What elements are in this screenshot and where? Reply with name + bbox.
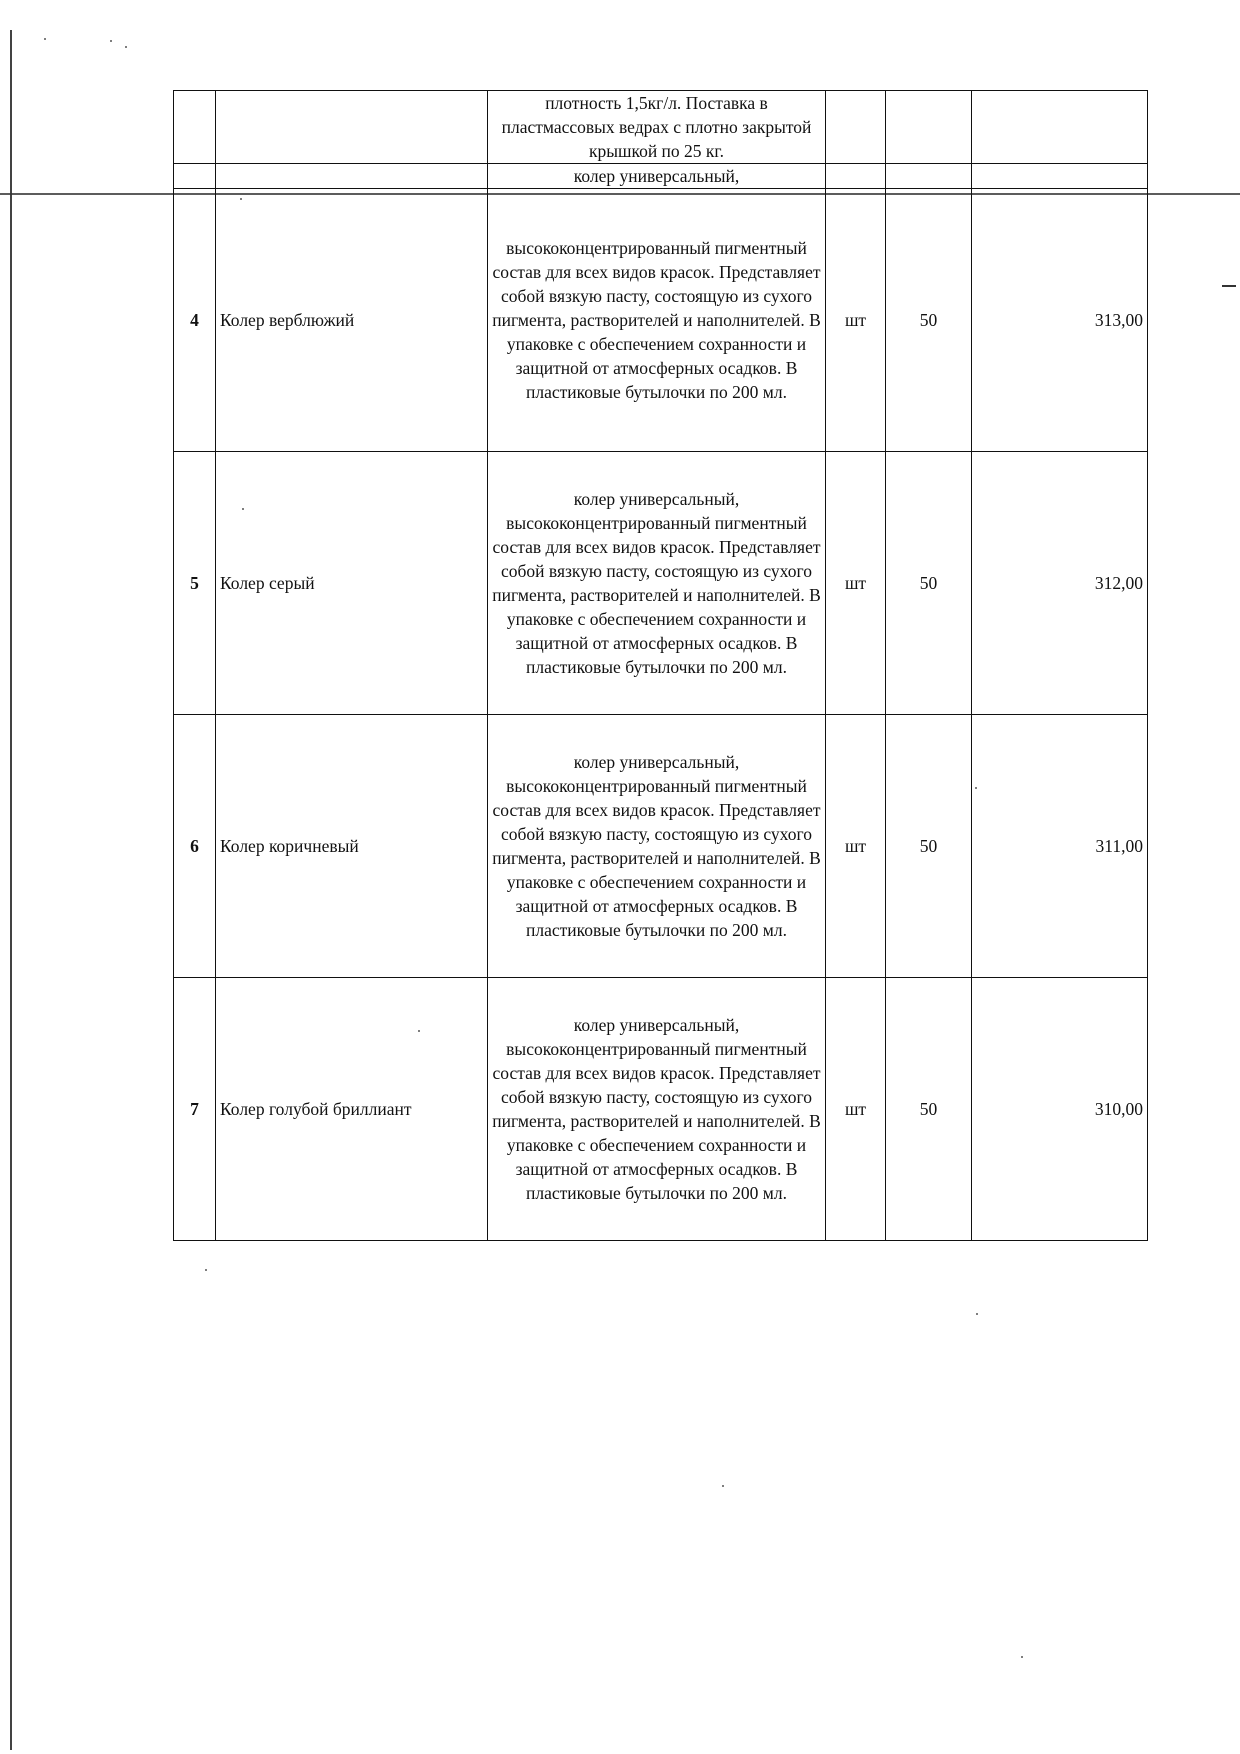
price-cell: 313,00	[972, 189, 1148, 452]
scan-speck	[722, 1485, 724, 1487]
name-cell	[216, 91, 488, 164]
unit-cell: шт	[826, 715, 886, 978]
name-cell: Колер серый	[216, 452, 488, 715]
number-cell: 4	[174, 189, 216, 452]
table-row	[174, 91, 1148, 164]
number-cell	[174, 164, 216, 189]
unit-cell: шт	[826, 978, 886, 1241]
name-cell: Колер голубой бриллиант	[216, 978, 488, 1241]
number-cell: 6	[174, 715, 216, 978]
unit-cell: шт	[826, 452, 886, 715]
table-row	[174, 164, 1148, 189]
number-cell: 5	[174, 452, 216, 715]
price-cell: 310,00	[972, 978, 1148, 1241]
description-cell: колер универсальный, высококонцентрированный пигментный состав для всех видов красок. Представляет собой вязкую пасту, состоящую из сухого пигмента, растворителей и наполнителей. В упаковке с обеспечением сохранности и защитной от атмосферных осадков. В пластиковые бутылочки по 200 мл.	[488, 452, 826, 715]
table-row	[174, 715, 1148, 978]
quantity-cell: 50	[886, 189, 972, 452]
table-row	[174, 189, 1148, 452]
description-cell: высококонцентрированный пигментный состав для всех видов красок. Представляет собой вязкую пасту, состоящую из сухого пигмента, растворителей и наполнителей. В упаковке с обеспечением сохранности и защитной от атмосферных осадков. В пластиковые бутылочки по 200 мл.	[488, 189, 826, 452]
name-cell: Колер коричневый	[216, 715, 488, 978]
scan-speck	[44, 38, 46, 40]
table-row	[174, 978, 1148, 1241]
quantity-cell	[886, 164, 972, 189]
goods-table	[173, 90, 1148, 1241]
quantity-cell: 50	[886, 715, 972, 978]
price-cell	[972, 91, 1148, 164]
scan-speck	[1021, 1656, 1023, 1658]
description-cell: колер универсальный,	[488, 164, 826, 189]
name-cell	[216, 164, 488, 189]
unit-cell	[826, 91, 886, 164]
description-cell: колер универсальный, высококонцентрированный пигментный состав для всех видов красок. Представляет собой вязкую пасту, состоящую из сухого пигмента, растворителей и наполнителей. В упаковке с обеспечением сохранности и защитной от атмосферных осадков. В пластиковые бутылочки по 200 мл.	[488, 978, 826, 1241]
price-cell: 311,00	[972, 715, 1148, 978]
number-cell	[174, 91, 216, 164]
description-cell: плотность 1,5кг/л. Поставка в пластмассовых ведрах с плотно закрытой крышкой по 25 кг.	[488, 91, 826, 164]
quantity-cell: 50	[886, 978, 972, 1241]
scan-speck	[205, 1269, 207, 1271]
scan-speck	[976, 1313, 978, 1315]
quantity-cell: 50	[886, 452, 972, 715]
unit-cell	[826, 164, 886, 189]
scan-edge-line	[10, 30, 12, 1750]
quantity-cell	[886, 91, 972, 164]
unit-cell: шт	[826, 189, 886, 452]
price-cell	[972, 164, 1148, 189]
scan-speck	[125, 46, 127, 48]
scan-speck	[110, 40, 112, 42]
price-cell: 312,00	[972, 452, 1148, 715]
description-cell: колер универсальный, высококонцентрированный пигментный состав для всех видов красок. Представляет собой вязкую пасту, состоящую из сухого пигмента, растворителей и наполнителей. В упаковке с обеспечением сохранности и защитной от атмосферных осадков. В пластиковые бутылочки по 200 мл.	[488, 715, 826, 978]
table-row	[174, 452, 1148, 715]
name-cell: Колер верблюжий	[216, 189, 488, 452]
number-cell: 7	[174, 978, 216, 1241]
scan-mark	[1222, 285, 1236, 287]
